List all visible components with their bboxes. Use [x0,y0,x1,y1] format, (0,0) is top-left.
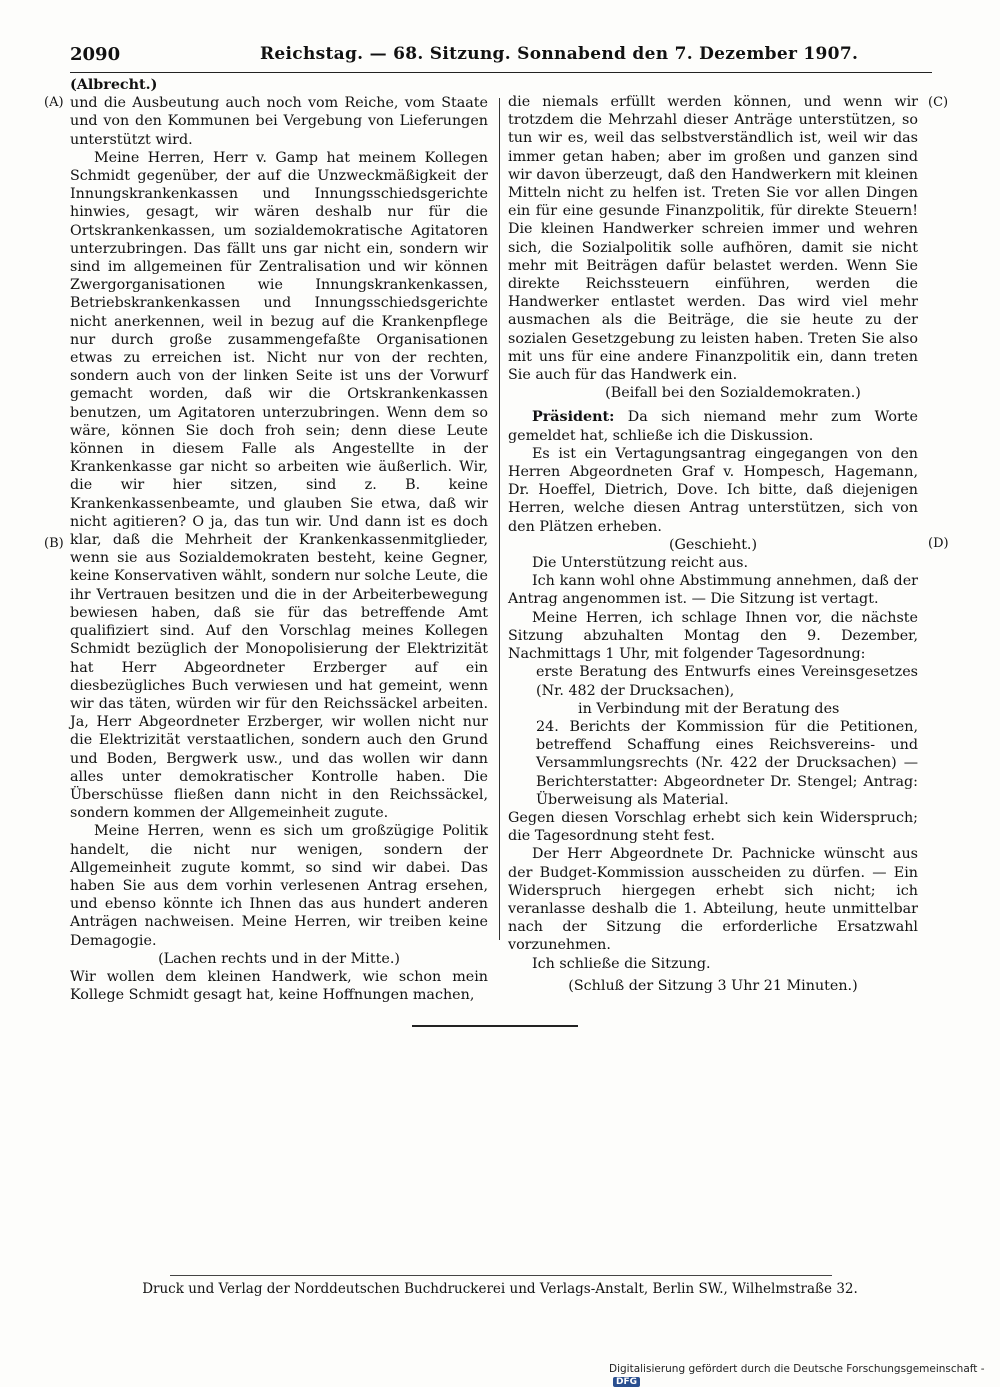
paragraph: Es ist ein Vertagungsantrag eingegangen von den Herren Abgeordneten Graf v. Hompesch, Hagemann, Dr. Hoeffel, Dietrich, Dove. Ich bitte, daß diejenigen Herren, welche diesen Antrag unterstützen, sich von den Plätzen erheben. [508,445,918,535]
speaker-continuation: (Albrecht.) [70,77,158,93]
paragraph: Meine Herren, wenn es sich um großzügige Politik handelt, die nicht nur wenigen, sondern der Allgemeinheit zugute kommt, so sind wir dabei. Das haben Sie aus dem vorhin verlesenen Antrag ersehen, und ebenso könnte ich Ihnen das aus hundert anderen Anträgen nachweisen. Meine Herren, wir treiben keine Demagogie. [70,823,488,949]
left-column [70,76,488,1004]
agenda-item: erste Beratung des Entwurfs eines Vereinsgesetzes (Nr. 482 der Drucksachen), [536,664,918,699]
margin-mark-d: (D) [928,536,949,551]
paragraph: Wir wollen dem kleinen Handwerk, wie schon mein Kollege Schmidt gesagt hat, keine Hoffnungen machen, [70,968,488,1004]
page-header [70,44,932,70]
header-rule [70,72,932,73]
margin-mark-b: (B) [44,536,64,551]
end-rule [412,1025,578,1027]
dfg-note [609,1363,1000,1387]
agenda-item: 24. Berichts der Kommission für die Petitionen, betreffend Schaffung eines Reichsvereins- und Versammlungsrechts (Nr. 422 der Drucksachen) — Berichterstatter: Abgeordneter Dr. Stengel; Antrag: Überweisung als Material. [536,718,918,808]
agenda-item: in Verbindung mit der Beratung des [578,700,840,717]
interjection: (Lachen rechts und in der Mitte.) [158,950,400,967]
interjection: (Geschieht.) [668,536,758,553]
paragraph: Der Herr Abgeordnete Dr. Pachnicke wünscht aus der Budget-Kommission ausscheiden zu dürfen. — Ein Widerspruch hiergegen erhebt sich nicht; ich veranlasse deshalb die 1. Abteilung, heute unmittelbar nach der Sitzung die erforderliche Ersatzwahl vorzunehmen. [508,846,918,954]
paragraph: Die Unterstützung reicht aus. [532,555,749,572]
paragraph: Ich kann wohl ohne Abstimmung annehmen, daß der Antrag angenommen ist. — Die Sitzung ist vertagt. [508,573,918,608]
page-number: 2090 [70,44,121,65]
paragraph: Ich schließe die Sitzung. [532,955,711,972]
statement-text: Da sich niemand mehr zum Worte gemeldet hat, schließe ich die Diskussion. [508,409,918,444]
paragraph: Gegen diesen Vorschlag erhebt sich kein Widerspruch; die Tagesordnung steht fest. [508,809,918,845]
running-head: Reichstag. — 68. Sitzung. Sonnabend den 7. Dezember 1907. [260,44,859,64]
paragraph: und die Ausbeutung auch noch vom Reiche, vom Staate und von den Kommunen bei Vergebung von Lieferungen unterstützt wird. [70,95,488,148]
margin-mark-a: (A) [44,95,64,110]
paragraph: die niemals erfüllt werden können, und wenn wir trotzdem die Mehrzahl dieser Anträge unterstützen, so tun wir es, weil das selbstverständlich ist, weil wir das immer getan haben; aber im großen und ganzen sind wir davon überzeugt, daß den Handwerkern mit kleinen Mitteln nicht zu helfen ist. Treten Sie vor allen Dingen ein für eine gesunde Finanzpolitik, für direkte Steuern! Die kleinen Handwerker schreien immer und wehren sich, die Sozialpolitik solle aufhören, damit sie nicht mehr mit Beiträgen dafür belastet werden. Wenn Sie direkte Reichssteuern einführen, werden die Handwerker entlastet werden. Das wird viel mehr ausmachen als die Beiträge, die sie heute zu der sozialen Gesetzgebung zu leisten haben. Treten Sie also mit uns für eine andere Finanzpolitik ein, dann treten Sie auch für das Handwerk ein. [508,94,918,384]
paragraph: Meine Herren, ich schlage Ihnen vor, die nächste Sitzung abzuhalten Montag den 9. Dezember, Nachmittags 1 Uhr, mit folgender Tagesordnung: [508,609,918,663]
dfg-logo-icon: DFG [613,1377,640,1387]
right-column [508,93,918,995]
footer-rule [170,1275,832,1276]
imprint: Druck und Verlag der Norddeutschen Buchdruckerei und Verlags-Anstalt, Berlin SW., Wilhelmstraße 32. [142,1281,858,1297]
paragraph: Meine Herren, Herr v. Gamp hat meinem Kollegen Schmidt gegenüber, der auf die Unzweckmäßigkeit der Innungskrankenkassen und Innungsschiedsgerichte hinwies, gesagt, wir wären deshalb nur für die Ortskrankenkassen, um sozialdemokratische Agitatoren unterzubringen. Das fällt uns gar nicht ein, sondern wir sind im allgemeinen für Zentralisation und wir können Zwergorganisationen wie Innungskrankenkassen, Betriebskrankenkassen und Innungsschiedsgerichte nicht anerkennen, weil in bezug auf die Krankenpflege nur durch große zusammengefaßte Organisationen etwas zu erreichen ist. Nicht nur von der rechten, sondern auch von der linken Seite ist uns der Vorwurf gemacht worden, daß wir die Ortskrankenkassen benutzen, um Agitatoren unterzubringen. Wenn dem so wäre, können Sie doch froh sein; denn diese Leute können in diesem Falle als Angestellte in der Krankenkasse gar nicht so arbeiten wie äußerlich. Wir, die wir hier sitzen, sind z. B. keine Krankenkassenbeamte, und glauben Sie etwa, daß wir nicht agitieren? O ja, das tun wir. Und dann ist es doch klar, daß die Mehrheit der Krankenkassenmitglieder, wenn sie aus Sozialdemokraten besteht, keine Gegner, keine Konservativen wählt, sondern nur solche Leute, die ihr Vertrauen besitzen und die in der Arbeiterbewegung bewiesen haben, daß sie für das betreffende Amt qualifiziert sind. Auf den Vorschlag meines Kollegen Schmidt bezüglich der Monopolisierung der Elektrizität hat Herr Abgeordneter Erzberger auf ein diesbezügliches Buch verwiesen und hat gemeint, wenn wir das täten, würden wir für den Reichssäckel arbeiten. Ja, Herr Abgeordneter Erzberger, wir wollen nicht nur die Elektrizität verstaatlichen, sondern auch den Grund und Boden, Bergwerk usw., und das wollen wir dann alles unter demokratischer Kontrolle haben. Die Überschüsse fließen dann nicht in den Reichssäckel, sondern kommen der Allgemeinheit zugute. [70,149,488,822]
interjection: (Beifall bei den Sozialdemokraten.) [605,385,861,402]
president-statement [508,408,918,444]
dfg-text: Digitalisierung gefördert durch die Deutsche Forschungsgemeinschaft - [609,1363,985,1375]
margin-mark-c: (C) [928,95,949,110]
speaker-label: Präsident: [532,409,615,426]
closing-note: (Schluß der Sitzung 3 Uhr 21 Minuten.) [568,977,858,994]
column-divider [499,98,500,940]
